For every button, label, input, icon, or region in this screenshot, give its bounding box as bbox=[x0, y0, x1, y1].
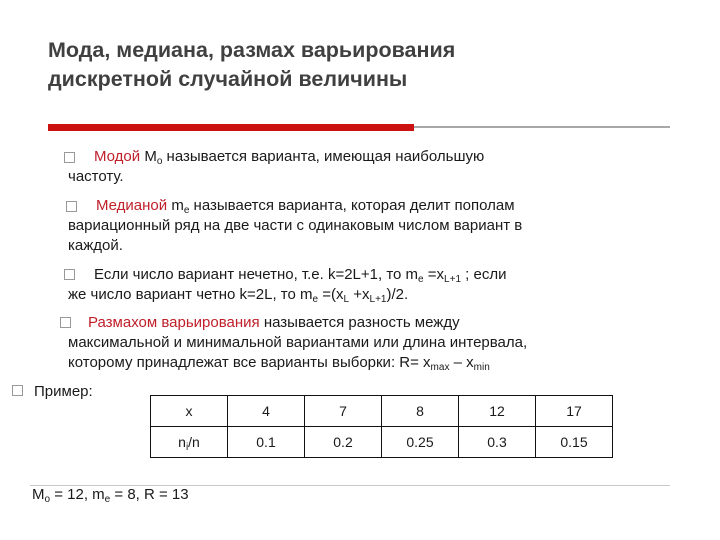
bullet-square-4 bbox=[60, 317, 71, 328]
table-row bbox=[151, 396, 613, 427]
bullet-square-3 bbox=[64, 269, 75, 280]
range-term: Размахом варьирования bbox=[88, 314, 260, 331]
table-row bbox=[151, 427, 613, 458]
table-cell: 0.15 bbox=[536, 427, 613, 458]
mode-term: Модой bbox=[94, 148, 141, 165]
range-definition: Размахом варьирования называется разность между максимальной и минимальной вариантами или длина интервала, которому принадлежат все варианты выборки: $R= x_{max} - x_{min}$ bbox=[68, 314, 528, 373]
table-header-frequency: $n_i/n$ bbox=[151, 427, 228, 458]
bullet-square-2 bbox=[66, 201, 77, 212]
median-definition: Медианой $m_e$ называется варианта, которая делит пополам вариационный ряд на две части с одинаковым числом вариант в каждой. bbox=[68, 197, 523, 254]
table-cell: 0.2 bbox=[305, 427, 382, 458]
title-line-1: Мода, медиана, размах варьирования bbox=[48, 38, 456, 62]
table-cell: 17 bbox=[536, 396, 613, 427]
table-cell: 0.25 bbox=[382, 427, 459, 458]
median-formula: Если число вариант нечетно, т.е. k=2L+1, то $m_e =x_{L+1}$ ; если же число вариант четно k=2L, то $m_e =(x_L +x_{L+1})/2$. bbox=[68, 266, 507, 305]
title-underline-red bbox=[48, 124, 414, 131]
title-line-2: дискретной случайной величины bbox=[48, 67, 408, 91]
distribution-table bbox=[150, 395, 613, 458]
median-term: Медианой bbox=[96, 197, 168, 214]
result-line: $M_o = 12$, $m_e = 8$, R = 13 bbox=[32, 486, 189, 505]
bullet-square-5 bbox=[12, 385, 23, 396]
table-cell: 0.3 bbox=[459, 427, 536, 458]
mode-definition: Модой $M_o$ называется варианта, имеющая наибольшую частоту. bbox=[68, 148, 485, 185]
table-cell: 7 bbox=[305, 396, 382, 427]
table-header-x: x bbox=[151, 396, 228, 427]
page-title bbox=[48, 36, 688, 94]
title-underline-gray bbox=[414, 126, 670, 128]
table-cell: 4 bbox=[228, 396, 305, 427]
bullet-square-1 bbox=[64, 152, 75, 163]
table-cell: 8 bbox=[382, 396, 459, 427]
table-cell: 0.1 bbox=[228, 427, 305, 458]
example-label: Пример: bbox=[34, 383, 93, 400]
table-cell: 12 bbox=[459, 396, 536, 427]
